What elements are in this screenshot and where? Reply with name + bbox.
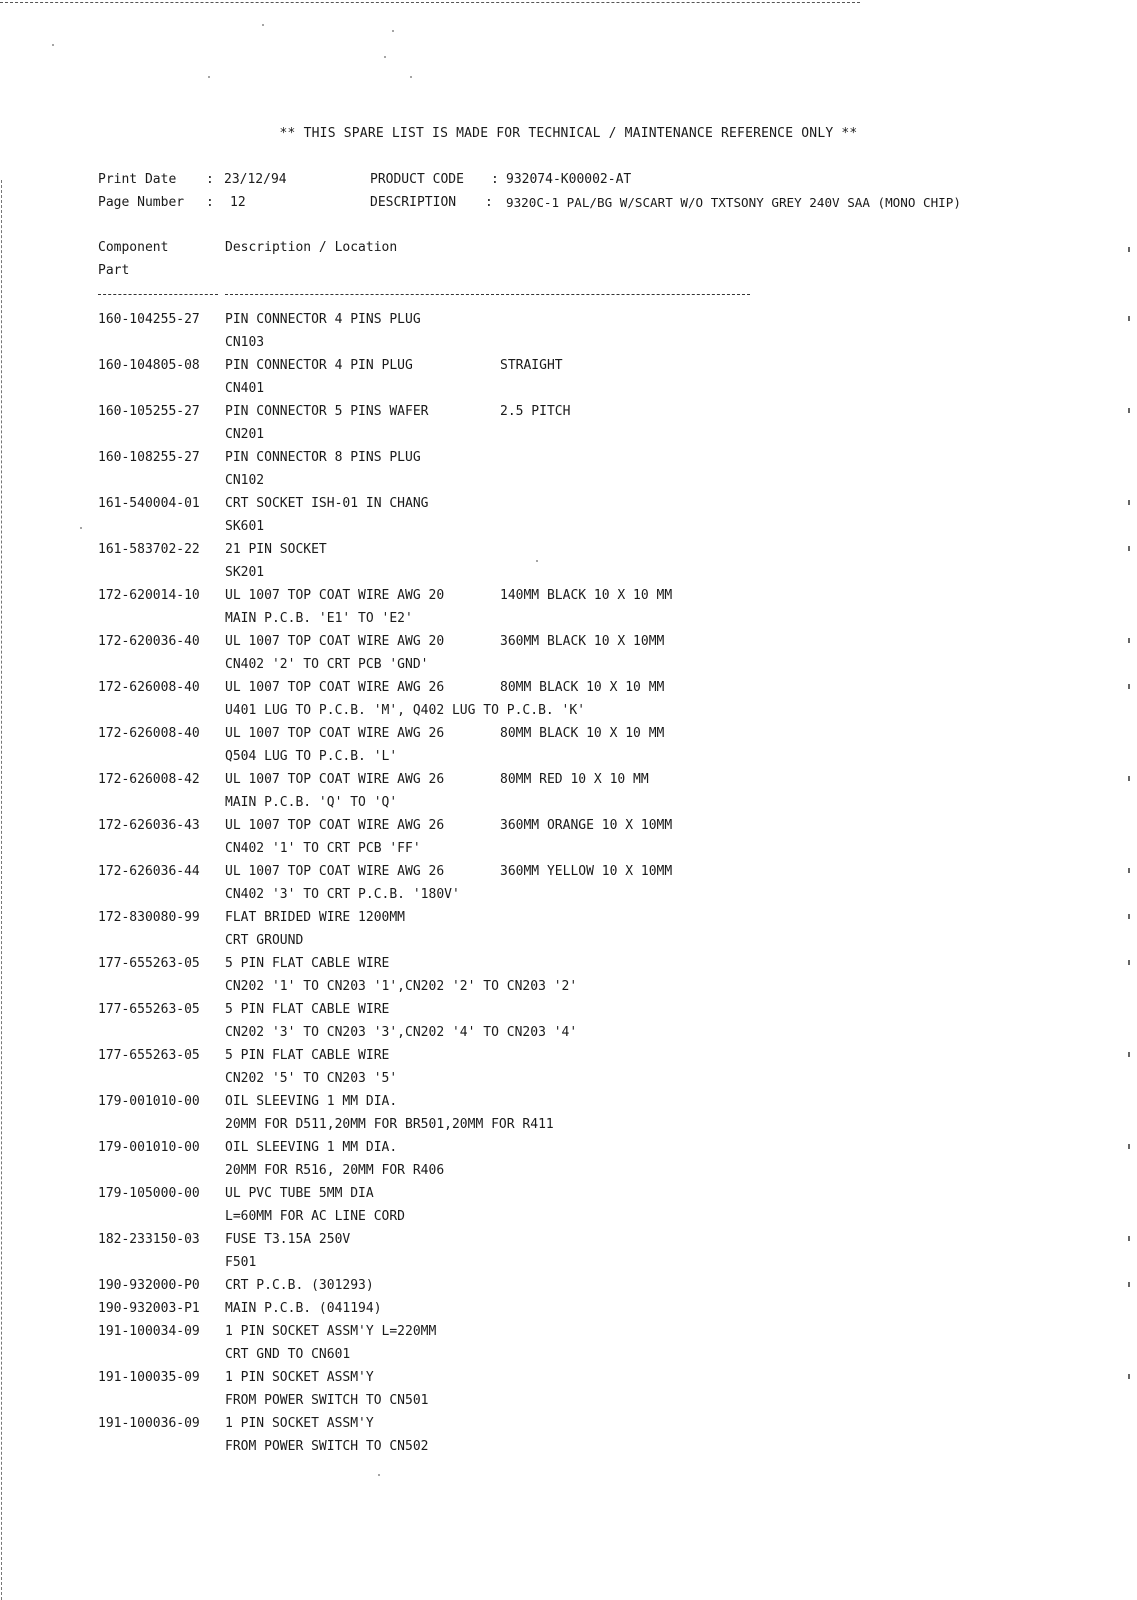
part-description: UL 1007 TOP COAT WIRE AWG 20	[225, 588, 445, 603]
part-line	[98, 1274, 1118, 1297]
part-location: CN202 '1' TO CN203 '1',CN202 '2' TO CN203 '2'	[225, 979, 578, 994]
part-number: 191-100036-09	[98, 1416, 200, 1431]
scan-margin-mark	[1128, 1282, 1130, 1287]
part-description: PIN CONNECTOR 4 PIN PLUG	[225, 358, 413, 373]
part-location: CN102	[225, 473, 265, 488]
part-location: FROM POWER SWITCH TO CN501	[225, 1393, 429, 1408]
part-line	[98, 1366, 1118, 1389]
part-entry	[98, 722, 1118, 768]
scan-margin-mark	[1128, 1052, 1130, 1057]
part-description: UL PVC TUBE 5MM DIA	[225, 1186, 374, 1201]
part-entry	[98, 860, 1118, 906]
scan-speck	[384, 56, 386, 58]
part-line	[98, 492, 1118, 515]
part-number: 172-620014-10	[98, 588, 200, 603]
part-location-line	[98, 883, 1118, 906]
part-line	[98, 722, 1118, 745]
scan-margin-mark	[1128, 1236, 1130, 1241]
part-location-line	[98, 1435, 1118, 1458]
part-description: 1 PIN SOCKET ASSM'Y	[225, 1416, 374, 1431]
part-description: PIN CONNECTOR 5 PINS WAFER	[225, 404, 429, 419]
part-description: UL 1007 TOP COAT WIRE AWG 26	[225, 680, 445, 695]
part-location-line	[98, 699, 1118, 722]
part-line	[98, 952, 1118, 975]
page-number-label: Page Number	[98, 195, 185, 210]
part-entry	[98, 1366, 1118, 1412]
part-description: UL 1007 TOP COAT WIRE AWG 26	[225, 772, 445, 787]
scan-speck	[80, 527, 82, 529]
part-description: FUSE T3.15A 250V	[225, 1232, 351, 1247]
part-entry	[98, 1182, 1118, 1228]
scan-margin-mark	[1128, 914, 1130, 919]
scan-margin-mark	[1128, 684, 1130, 689]
page-number-value: 12	[230, 195, 246, 210]
part-line	[98, 814, 1118, 837]
part-location: CRT GROUND	[225, 933, 304, 948]
part-description: UL 1007 TOP COAT WIRE AWG 26	[225, 864, 445, 879]
scan-speck	[392, 30, 394, 32]
scan-margin-mark	[1128, 868, 1130, 873]
part-location-line	[98, 1343, 1118, 1366]
part-number: 177-655263-05	[98, 1002, 200, 1017]
part-location-line	[98, 791, 1118, 814]
print-date-colon: :	[206, 172, 214, 187]
part-number: 179-105000-00	[98, 1186, 200, 1201]
part-spec: 140MM BLACK 10 X 10 MM	[500, 588, 673, 603]
reference-notice: ** THIS SPARE LIST IS MADE FOR TECHNICAL / MAINTENANCE REFERENCE ONLY **	[279, 126, 858, 141]
part-number: 172-626008-42	[98, 772, 200, 787]
part-number: 172-626008-40	[98, 726, 200, 741]
part-location-line	[98, 837, 1118, 860]
part-location-line	[98, 607, 1118, 630]
part-line	[98, 1136, 1118, 1159]
part-location: SK201	[225, 565, 265, 580]
scan-speck	[208, 76, 210, 78]
part-location-line	[98, 561, 1118, 584]
part-entry	[98, 768, 1118, 814]
part-location: SK601	[225, 519, 265, 534]
part-number: 182-233150-03	[98, 1232, 200, 1247]
part-number: 190-932003-P1	[98, 1301, 200, 1316]
part-line	[98, 1182, 1118, 1205]
part-number: 191-100034-09	[98, 1324, 200, 1339]
part-description: UL 1007 TOP COAT WIRE AWG 20	[225, 634, 445, 649]
part-entry	[98, 952, 1118, 998]
part-description: OIL SLEEVING 1 MM DIA.	[225, 1094, 398, 1109]
part-number: 179-001010-00	[98, 1094, 200, 1109]
part-description: 21 PIN SOCKET	[225, 542, 327, 557]
part-location: U401 LUG TO P.C.B. 'M', Q402 LUG TO P.C.B. 'K'	[225, 703, 586, 718]
part-entry	[98, 492, 1118, 538]
product-code-value: 932074-K00002-AT	[506, 172, 632, 187]
scan-margin-mark	[1128, 1374, 1130, 1379]
column-rule-description	[225, 294, 750, 295]
part-spec: STRAIGHT	[500, 358, 563, 373]
scan-left-edge	[1, 180, 2, 1600]
part-line	[98, 1297, 1118, 1320]
description-colon: :	[485, 195, 493, 210]
part-location-line	[98, 1389, 1118, 1412]
part-description: PIN CONNECTOR 8 PINS PLUG	[225, 450, 421, 465]
part-location: CN201	[225, 427, 265, 442]
part-spec: 80MM BLACK 10 X 10 MM	[500, 726, 665, 741]
part-entry	[98, 1320, 1118, 1366]
part-description: CRT SOCKET ISH-01 IN CHANG	[225, 496, 429, 511]
part-location: Q504 LUG TO P.C.B. 'L'	[225, 749, 398, 764]
part-line	[98, 1320, 1118, 1343]
part-location-line	[98, 1021, 1118, 1044]
scan-margin-mark	[1128, 546, 1130, 551]
product-code-label: PRODUCT CODE	[370, 172, 464, 187]
part-spec: 360MM YELLOW 10 X 10MM	[500, 864, 673, 879]
part-entry	[98, 1090, 1118, 1136]
part-entry	[98, 1044, 1118, 1090]
part-location-line	[98, 745, 1118, 768]
column-part: Part	[98, 263, 130, 278]
part-description: 5 PIN FLAT CABLE WIRE	[225, 956, 390, 971]
part-line	[98, 1412, 1118, 1435]
part-entry	[98, 676, 1118, 722]
part-spec: 2.5 PITCH	[500, 404, 571, 419]
product-code-colon: :	[491, 172, 499, 187]
part-line	[98, 1090, 1118, 1113]
scan-speck	[378, 1474, 380, 1476]
print-date-value: 23/12/94	[224, 172, 287, 187]
part-number: 160-108255-27	[98, 450, 200, 465]
part-entry	[98, 446, 1118, 492]
part-location-line	[98, 377, 1118, 400]
page-number-colon: :	[206, 195, 214, 210]
part-line	[98, 630, 1118, 653]
part-line	[98, 538, 1118, 561]
description-value: 9320C-1 PAL/BG W/SCART W/O TXTSONY GREY 240V SAA (MONO CHIP)	[506, 195, 961, 210]
part-spec: 80MM RED 10 X 10 MM	[500, 772, 649, 787]
part-entry	[98, 308, 1118, 354]
part-location: CRT GND TO CN601	[225, 1347, 351, 1362]
part-description: OIL SLEEVING 1 MM DIA.	[225, 1140, 398, 1155]
part-number: 190-932000-P0	[98, 1278, 200, 1293]
column-component: Component	[98, 240, 169, 255]
part-entry	[98, 354, 1118, 400]
part-location-line	[98, 1113, 1118, 1136]
scan-margin-mark	[1128, 316, 1130, 321]
part-location-line	[98, 1159, 1118, 1182]
part-location-line	[98, 1067, 1118, 1090]
part-line	[98, 584, 1118, 607]
part-number: 172-830080-99	[98, 910, 200, 925]
scan-margin-mark	[1128, 408, 1130, 413]
part-line	[98, 860, 1118, 883]
part-description: 1 PIN SOCKET ASSM'Y	[225, 1370, 374, 1385]
part-entry	[98, 1297, 1118, 1320]
part-location: CN401	[225, 381, 265, 396]
part-number: 177-655263-05	[98, 1048, 200, 1063]
part-number: 172-626008-40	[98, 680, 200, 695]
part-location: F501	[225, 1255, 257, 1270]
part-line	[98, 676, 1118, 699]
column-rule-part	[98, 294, 218, 295]
part-location: 20MM FOR R516, 20MM FOR R406	[225, 1163, 445, 1178]
part-line	[98, 400, 1118, 423]
part-description: UL 1007 TOP COAT WIRE AWG 26	[225, 726, 445, 741]
description-label: DESCRIPTION	[370, 195, 457, 210]
part-description: UL 1007 TOP COAT WIRE AWG 26	[225, 818, 445, 833]
part-number: 160-105255-27	[98, 404, 200, 419]
part-location: L=60MM FOR AC LINE CORD	[225, 1209, 406, 1224]
part-spec: 360MM ORANGE 10 X 10MM	[500, 818, 673, 833]
print-date-label: Print Date	[98, 172, 177, 187]
part-location-line	[98, 423, 1118, 446]
part-number: 172-620036-40	[98, 634, 200, 649]
part-line	[98, 1228, 1118, 1251]
scan-margin-mark	[1128, 500, 1130, 505]
part-location: CN402 '3' TO CRT P.C.B. '180V'	[225, 887, 460, 902]
scan-speck	[410, 76, 412, 78]
part-location: CN202 '5' TO CN203 '5'	[225, 1071, 398, 1086]
column-description: Description / Location	[225, 240, 398, 255]
part-location-line	[98, 975, 1118, 998]
part-location: CN402 '1' TO CRT PCB 'FF'	[225, 841, 421, 856]
scan-margin-mark	[1128, 638, 1130, 643]
part-line	[98, 446, 1118, 469]
part-entry	[98, 1136, 1118, 1182]
part-description: PIN CONNECTOR 4 PINS PLUG	[225, 312, 421, 327]
part-location: CN402 '2' TO CRT PCB 'GND'	[225, 657, 429, 672]
part-line	[98, 354, 1118, 377]
part-line	[98, 308, 1118, 331]
part-description: FLAT BRIDED WIRE 1200MM	[225, 910, 406, 925]
part-entry	[98, 1412, 1118, 1458]
part-entry	[98, 1228, 1118, 1274]
part-location: MAIN P.C.B. 'E1' TO 'E2'	[225, 611, 413, 626]
part-line	[98, 1044, 1118, 1067]
part-line	[98, 768, 1118, 791]
part-description: 5 PIN FLAT CABLE WIRE	[225, 1048, 390, 1063]
part-number: 172-626036-44	[98, 864, 200, 879]
part-location: CN103	[225, 335, 265, 350]
part-location: FROM POWER SWITCH TO CN502	[225, 1439, 429, 1454]
part-entry	[98, 400, 1118, 446]
part-location-line	[98, 469, 1118, 492]
part-entry	[98, 906, 1118, 952]
scan-margin-mark	[1128, 776, 1130, 781]
scan-speck	[262, 24, 264, 26]
part-location-line	[98, 929, 1118, 952]
part-number: 160-104805-08	[98, 358, 200, 373]
part-entry	[98, 814, 1118, 860]
scan-margin-mark	[1128, 960, 1130, 965]
part-location: MAIN P.C.B. 'Q' TO 'Q'	[225, 795, 398, 810]
part-number: 161-540004-01	[98, 496, 200, 511]
part-number: 177-655263-05	[98, 956, 200, 971]
scan-margin-mark	[1128, 247, 1130, 252]
scan-top-edge	[0, 2, 860, 3]
part-entry	[98, 538, 1118, 584]
part-location-line	[98, 1251, 1118, 1274]
parts-list	[98, 308, 1118, 1458]
part-description: MAIN P.C.B. (041194)	[225, 1301, 382, 1316]
part-spec: 80MM BLACK 10 X 10 MM	[500, 680, 665, 695]
part-description: CRT P.C.B. (301293)	[225, 1278, 374, 1293]
part-location: 20MM FOR D511,20MM FOR BR501,20MM FOR R411	[225, 1117, 554, 1132]
scan-margin-mark	[1128, 1144, 1130, 1149]
part-location-line	[98, 331, 1118, 354]
part-location-line	[98, 515, 1118, 538]
part-entry	[98, 584, 1118, 630]
part-entry	[98, 630, 1118, 676]
part-line	[98, 906, 1118, 929]
part-spec: 360MM BLACK 10 X 10MM	[500, 634, 665, 649]
part-location: CN202 '3' TO CN203 '3',CN202 '4' TO CN203 '4'	[225, 1025, 578, 1040]
part-entry	[98, 1274, 1118, 1297]
part-location-line	[98, 653, 1118, 676]
part-number: 191-100035-09	[98, 1370, 200, 1385]
part-number: 179-001010-00	[98, 1140, 200, 1155]
part-location-line	[98, 1205, 1118, 1228]
part-description: 5 PIN FLAT CABLE WIRE	[225, 1002, 390, 1017]
part-description: 1 PIN SOCKET ASSM'Y L=220MM	[225, 1324, 437, 1339]
part-number: 172-626036-43	[98, 818, 200, 833]
part-number: 161-583702-22	[98, 542, 200, 557]
scan-speck	[52, 44, 54, 46]
part-line	[98, 998, 1118, 1021]
part-entry	[98, 998, 1118, 1044]
part-number: 160-104255-27	[98, 312, 200, 327]
